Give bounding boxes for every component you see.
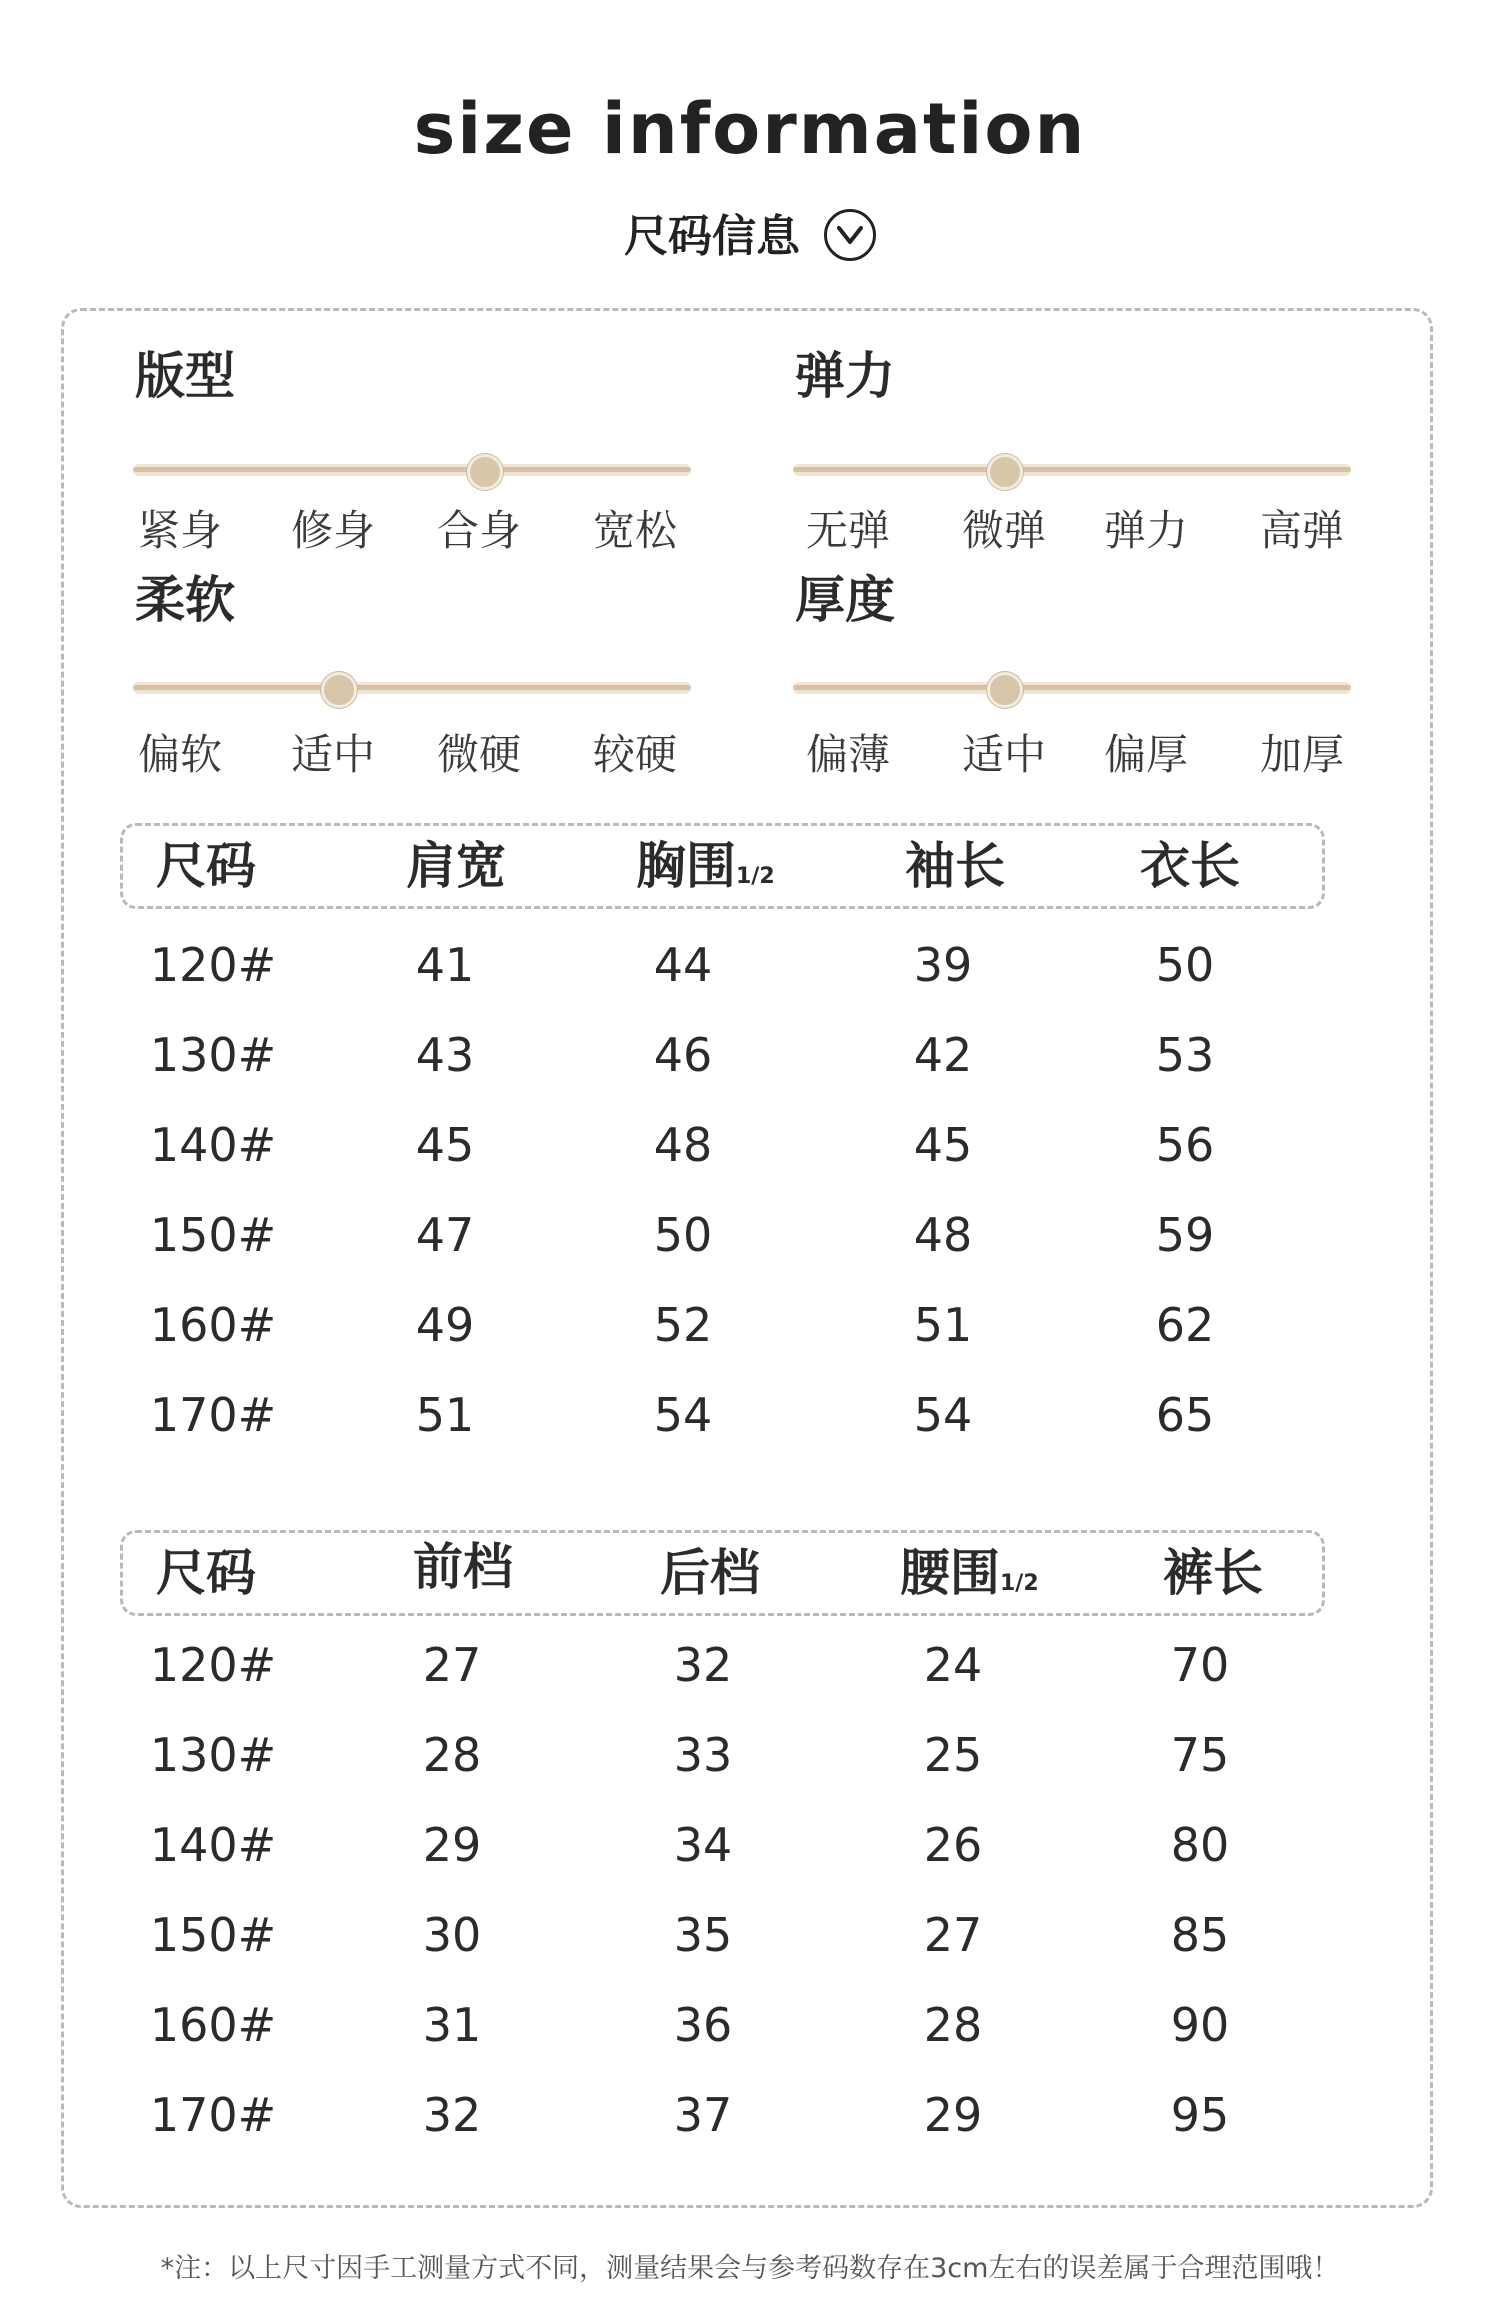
attribute-softness xyxy=(135,570,701,779)
table-row xyxy=(0,1900,1500,1970)
column-header-back-rise: 后档 xyxy=(660,1544,760,1602)
size-cell: 160# xyxy=(149,1998,277,2052)
table-row xyxy=(0,930,1500,1000)
table-row xyxy=(0,1110,1500,1180)
value-cell: 45 xyxy=(415,1118,475,1172)
chevron-down-icon xyxy=(824,209,876,261)
attribute-elasticity xyxy=(795,346,1361,555)
attribute-track xyxy=(133,464,691,476)
attribute-option: 修身 xyxy=(290,506,375,555)
value-cell: 32 xyxy=(422,2088,482,2142)
bottom-table-header xyxy=(120,1530,1325,1616)
value-cell: 24 xyxy=(923,1638,983,1692)
value-cell: 90 xyxy=(1170,1998,1230,2052)
value-cell: 52 xyxy=(653,1298,713,1352)
value-cell: 95 xyxy=(1170,2088,1230,2142)
column-header-sleeve: 袖长 xyxy=(905,837,1005,895)
value-cell: 70 xyxy=(1170,1638,1230,1692)
size-cell: 150# xyxy=(149,1908,277,1962)
value-cell: 43 xyxy=(415,1028,475,1082)
page-title: size information xyxy=(413,88,1087,170)
column-header-waist xyxy=(900,1533,1039,1613)
size-cell: 130# xyxy=(149,1728,277,1782)
value-cell: 85 xyxy=(1170,1908,1230,1962)
attribute-track xyxy=(793,464,1351,476)
value-cell: 48 xyxy=(913,1208,973,1262)
half-marker: 1/2 xyxy=(736,864,775,889)
value-cell: 35 xyxy=(673,1908,733,1962)
attribute-option: 偏软 xyxy=(137,730,222,779)
table-row xyxy=(0,1200,1500,1270)
attribute-option: 适中 xyxy=(961,730,1046,779)
value-cell: 56 xyxy=(1155,1118,1215,1172)
attribute-option: 偏厚 xyxy=(1103,730,1188,779)
value-cell: 51 xyxy=(913,1298,973,1352)
attribute-title: 柔软 xyxy=(135,571,235,629)
value-cell: 29 xyxy=(422,1818,482,1872)
value-cell: 41 xyxy=(415,938,475,992)
value-cell: 48 xyxy=(653,1118,713,1172)
value-cell: 25 xyxy=(923,1728,983,1782)
attribute-option: 宽松 xyxy=(592,506,677,555)
value-cell: 49 xyxy=(415,1298,475,1352)
attribute-title: 弹力 xyxy=(795,347,895,405)
value-cell: 51 xyxy=(415,1388,475,1442)
attribute-title: 厚度 xyxy=(795,571,895,629)
value-cell: 30 xyxy=(422,1908,482,1962)
table-row xyxy=(0,1290,1500,1360)
attribute-option: 弹力 xyxy=(1103,506,1188,555)
value-cell: 80 xyxy=(1170,1818,1230,1872)
attribute-option: 无弹 xyxy=(805,506,890,555)
column-header-length: 衣长 xyxy=(1140,837,1240,895)
size-cell: 140# xyxy=(149,1118,277,1172)
value-cell: 59 xyxy=(1155,1208,1215,1262)
column-header-size: 尺码 xyxy=(156,1544,256,1602)
attribute-option: 紧身 xyxy=(137,506,222,555)
waist-label: 腰围 xyxy=(900,1544,1000,1602)
attribute-knob xyxy=(987,454,1023,490)
attribute-track xyxy=(793,682,1351,694)
attribute-option: 较硬 xyxy=(592,730,677,779)
size-cell: 170# xyxy=(149,1388,277,1442)
value-cell: 36 xyxy=(673,1998,733,2052)
column-header-size: 尺码 xyxy=(156,837,256,895)
attribute-option: 偏薄 xyxy=(805,730,890,779)
chest-label: 胸围 xyxy=(636,837,736,895)
column-header-pants-length: 裤长 xyxy=(1163,1544,1263,1602)
subtitle-text: 尺码信息 xyxy=(624,211,800,262)
value-cell: 42 xyxy=(913,1028,973,1082)
value-cell: 47 xyxy=(415,1208,475,1262)
value-cell: 27 xyxy=(422,1638,482,1692)
value-cell: 44 xyxy=(653,938,713,992)
table-row xyxy=(0,1990,1500,2060)
value-cell: 45 xyxy=(913,1118,973,1172)
attribute-option: 加厚 xyxy=(1259,730,1344,779)
table-row xyxy=(0,1720,1500,1790)
value-cell: 31 xyxy=(422,1998,482,2052)
column-header-shoulder: 肩宽 xyxy=(406,837,506,895)
attribute-track xyxy=(133,682,691,694)
value-cell: 54 xyxy=(913,1388,973,1442)
value-cell: 50 xyxy=(653,1208,713,1262)
attribute-title: 版型 xyxy=(135,347,235,405)
size-cell: 130# xyxy=(149,1028,277,1082)
attribute-option: 微硬 xyxy=(436,730,521,779)
value-cell: 29 xyxy=(923,2088,983,2142)
size-cell: 140# xyxy=(149,1818,277,1872)
value-cell: 26 xyxy=(923,1818,983,1872)
attribute-thickness xyxy=(795,570,1361,779)
value-cell: 53 xyxy=(1155,1028,1215,1082)
page-subtitle xyxy=(0,200,1500,265)
column-header-chest xyxy=(636,826,775,906)
value-cell: 50 xyxy=(1155,938,1215,992)
value-cell: 75 xyxy=(1170,1728,1230,1782)
size-cell: 120# xyxy=(149,938,277,992)
table-row xyxy=(0,2080,1500,2150)
value-cell: 39 xyxy=(913,938,973,992)
attribute-knob xyxy=(467,454,503,490)
table-row xyxy=(0,1380,1500,1450)
attribute-knob xyxy=(987,672,1023,708)
value-cell: 28 xyxy=(422,1728,482,1782)
table-row xyxy=(0,1630,1500,1700)
top-table-header xyxy=(120,823,1325,909)
value-cell: 27 xyxy=(923,1908,983,1962)
size-cell: 150# xyxy=(149,1208,277,1262)
half-marker: 1/2 xyxy=(1000,1571,1039,1596)
table-row xyxy=(0,1810,1500,1880)
attribute-option: 微弹 xyxy=(961,506,1046,555)
size-cell: 170# xyxy=(149,2088,277,2142)
value-cell: 37 xyxy=(673,2088,733,2142)
value-cell: 32 xyxy=(673,1638,733,1692)
measurement-note: *注：以上尺寸因手工测量方式不同，测量结果会与参考码数存在3cm左右的误差属于合理范围哦！ xyxy=(160,2253,1340,2284)
value-cell: 34 xyxy=(673,1818,733,1872)
value-cell: 33 xyxy=(673,1728,733,1782)
column-header-front-rise: 前档 xyxy=(413,1538,513,1596)
attribute-fit xyxy=(135,346,701,555)
value-cell: 62 xyxy=(1155,1298,1215,1352)
size-cell: 160# xyxy=(149,1298,277,1352)
value-cell: 54 xyxy=(653,1388,713,1442)
value-cell: 28 xyxy=(923,1998,983,2052)
attribute-option: 合身 xyxy=(436,506,521,555)
table-row xyxy=(0,1020,1500,1090)
attribute-option: 适中 xyxy=(290,730,375,779)
size-cell: 120# xyxy=(149,1638,277,1692)
attribute-option: 高弹 xyxy=(1259,506,1344,555)
value-cell: 46 xyxy=(653,1028,713,1082)
value-cell: 65 xyxy=(1155,1388,1215,1442)
